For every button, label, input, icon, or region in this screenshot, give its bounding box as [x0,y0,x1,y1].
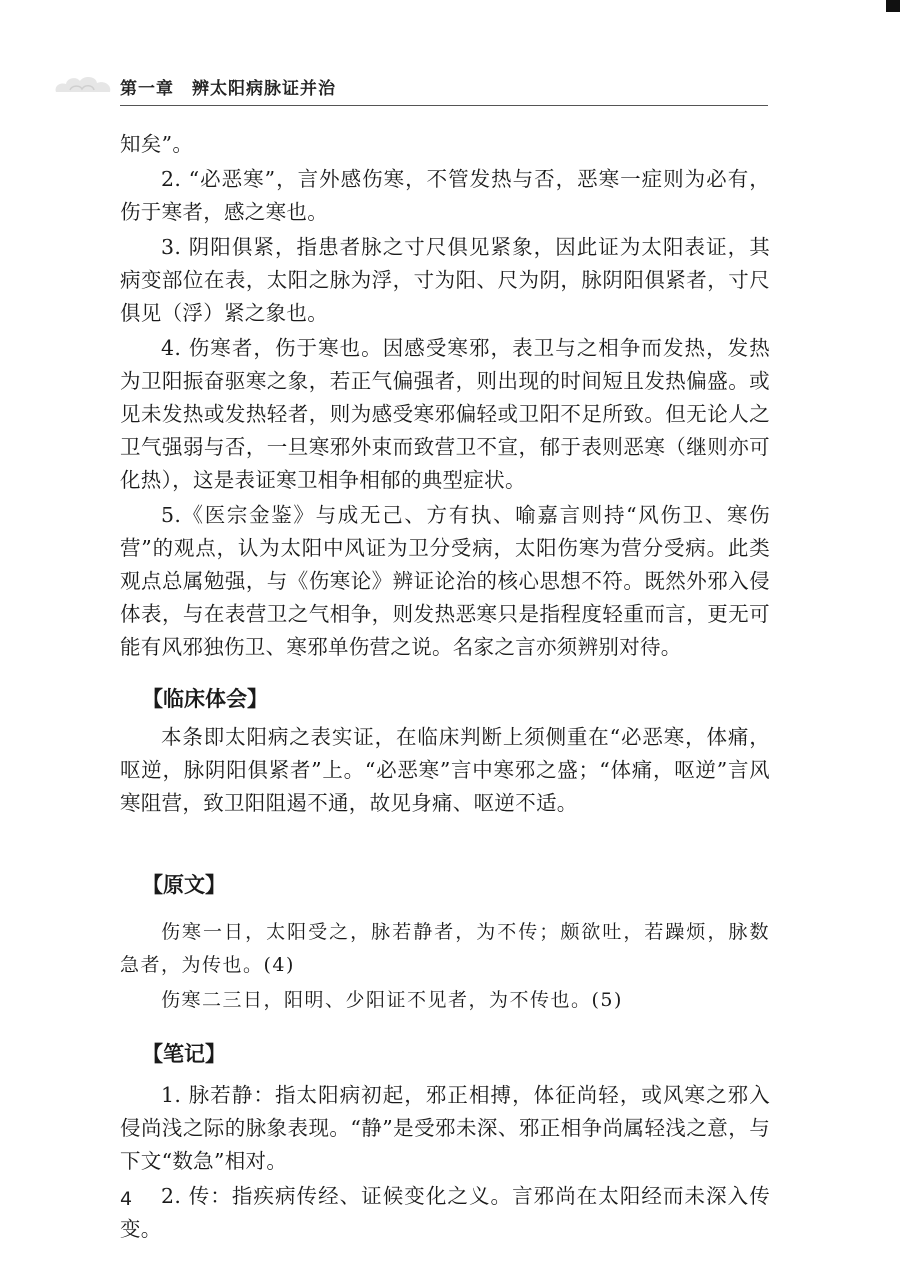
original-line-5: 伤寒二三日，阳明、少阳证不见者，为不传也。(5) [161,989,623,1011]
original-text-heading: 【原文】 [142,873,226,897]
page-number: 4 [120,1188,133,1210]
note-item-5: 5.《医宗金鉴》与成无己、方有执、喻嘉言则持“风伤卫、寒伤营”的观点，认为太阳中风证为卫分受病，太阳伤寒为营分受病。此类观点总属勉强，与《伤寒论》辨证论治的核心思想不符。既然外邪入侵体表，与在表营卫之气相争，则发热恶寒只是指程度轻重而言，更无可能有风邪独伤卫、寒邪单伤营之说。名家之言亦须辨别对待。 [120,503,770,659]
clinical-paragraph: 本条即太阳病之表实证，在临床判断上须侧重在“必恶寒，体痛，呕逆，脉阴阳俱紧者”上。“必恶寒”言中寒邪之盛；“体痛，呕逆”言风寒阻营，致卫阳阻遏不通，故见身痛、呕逆不适。 [120,725,770,815]
corner-mark [886,0,900,12]
running-header [0,60,900,110]
original-line-4: 伤寒一日，太阳受之，脉若静者，为不传；颇欲吐，若躁烦，脉数急者，为传也。(4) [120,921,770,976]
header-divider [120,105,768,106]
note-item-3: 3. 阴阳俱紧，指患者脉之寸尺俱见紧象，因此证为太阳表证，其病变部位在表，太阳之脉为浮，寸为阳、尺为阴，脉阴阳俱紧者，寸尺俱见（浮）紧之象也。 [120,235,770,325]
note-item-4: 4. 伤寒者，伤于寒也。因感受寒邪，表卫与之相争而发热，发热为卫阳振奋驱寒之象，若正气偏强者，则出现的时间短且发热偏盛。或见未发热或发热轻者，则为感受寒邪偏轻或卫阳不足所致。但无论人之卫气强弱与否，一旦寒邪外束而致营卫不宣，郁于表则恶寒（继则亦可化热），这是表证寒卫相争相郁的典型症状。 [120,336,770,492]
notes-item-1: 1. 脉若静：指太阳病初起，邪正相搏，体征尚轻，或风寒之邪入侵尚浅之际的脉象表现。“静”是受邪未深、邪正相争尚属轻浅之意，与下文“数急”相对。 [120,1083,770,1173]
original-text [120,916,770,1017]
notes-heading: 【笔记】 [142,1042,226,1066]
notes-item-2: 2. 传：指疾病传经、证候变化之义。言邪尚在太阳经而未深入传变。 [120,1184,770,1241]
paragraph: 知矣”。 [120,132,194,156]
chapter-title: 第一章 辨太阳病脉证并治 [120,79,336,99]
clinical-heading: 【临床体会】 [142,687,268,711]
cloud-ornament-icon [52,70,116,98]
note-item-2: 2. “必恶寒”，言外感伤寒，不管发热与否，恶寒一症则为必有，伤于寒者，感之寒也。 [120,167,770,224]
page-body [120,128,770,1246]
